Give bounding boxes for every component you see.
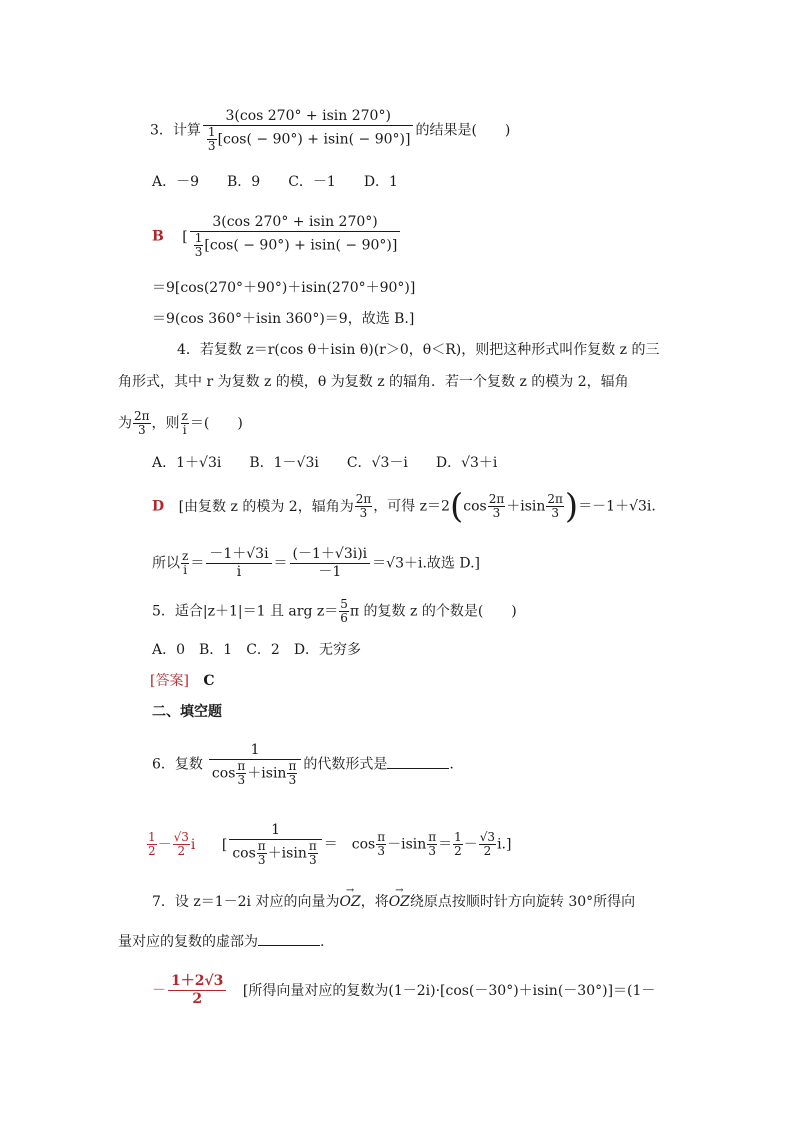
q7-ans-minus: － [152, 982, 166, 999]
q6-fraction [209, 742, 301, 787]
q4-sol2-f1-den: i [236, 564, 242, 580]
q6-period: . [449, 756, 454, 773]
q5-fraction [339, 598, 349, 625]
q6-sol-cos-three: 3 [377, 844, 385, 858]
q6-sol-cos-pi: π [377, 830, 386, 844]
q6-sol-num: 1 [229, 822, 321, 840]
q7-vector-oz: → OZ [339, 892, 360, 912]
q7-period: . [320, 934, 325, 950]
q4-sol1-isin: ＋isin [506, 498, 546, 515]
q5-answer-label: [答案] [150, 673, 189, 689]
q4-sol1-a: [由复数 z 的模为 2，辐角为 [178, 498, 354, 515]
q6-sol-den-cos-angle [257, 840, 267, 867]
q3-den-rest: [cos( − 90°) + isin( − 90°)] [217, 131, 411, 148]
q6-ans-minus: － [157, 836, 172, 853]
q5-answer-letter: C [203, 673, 215, 689]
q6-sol-root3-num: √3 [479, 830, 496, 844]
q3-sol-denominator-fraction [194, 232, 204, 259]
q6-sol-den-sin-three: 3 [308, 853, 317, 867]
q4-left-paren: ( [449, 486, 464, 527]
q3-sol-open: [ [182, 228, 188, 245]
q6-stem [152, 742, 454, 787]
q6-den-sin-three: 3 [288, 773, 297, 787]
q4-sol2-frac2 [290, 546, 371, 581]
q4-sol1-c: ＝－1＋√3i. [578, 498, 656, 515]
q5-line1-a: 5．适合|z＋1|＝1 且 arg z＝ [152, 603, 339, 620]
q6-den-sin-pi: π [288, 759, 297, 773]
q3-sol-step1: ＝9[cos(270°＋90°)＋isin(270°＋90°)] [152, 280, 416, 296]
q6-sol-sin-three: 3 [428, 844, 437, 858]
q6-ans-b-den: 2 [177, 844, 186, 858]
q3-answer-letter: B [152, 228, 164, 245]
q3-sol-den-frac-num: 1 [194, 231, 203, 245]
q4-zi-num: z [181, 409, 188, 423]
q6-sol-den-cos: cos [232, 845, 256, 862]
q4-right-paren: ) [564, 486, 579, 527]
q6-ans-a [147, 831, 157, 858]
q5-line1-b: π 的复数 z 的个数是( ) [349, 603, 517, 620]
q4-line2: 角形式，其中 r 为复数 z 的模，θ 为复数 z 的辐角．若一个复数 z 的模为 2，辐角 [118, 374, 629, 390]
q4-line1: 4．若复数 z＝r(cos θ＋isin θ)(r＞0，θ＜R)，则把这种形式叫作复数 z 的三 [177, 342, 660, 358]
q6-den-isin: ＋isin [247, 765, 287, 782]
q7-ans-fraction [168, 973, 226, 1008]
q3-sol-den-rest: [cos( − 90°) + isin( − 90°)] [204, 237, 398, 254]
q7-vector-oz-2: → OZ [389, 892, 410, 912]
q6-den [209, 760, 301, 787]
q6-solution [146, 822, 511, 867]
q6-prefix: 6．复数 [152, 756, 203, 773]
q7-line2 [118, 931, 324, 952]
q6-ans-b [173, 831, 190, 858]
q4-sol2-f2-den: －1 [318, 564, 342, 580]
q3-suffix: 的结果是( ) [415, 122, 511, 139]
q4-solution-line1 [152, 486, 656, 527]
q6-den-cos-pi: π [237, 759, 246, 773]
q6-sol-eq1: ＝ cos [323, 836, 376, 853]
q4-sol2-b: ＝√3＋i.故选 D.] [372, 555, 481, 572]
q7-sol: [所得向量对应的复数为(1－2i)·[cos(－30°)＋isin(－30°)]＝(1－ [242, 982, 656, 999]
q6-sol-end: i.] [497, 836, 512, 853]
q4-sol1-cos-angle [488, 493, 506, 520]
q7-ans-den: 2 [192, 991, 203, 1007]
q6-ans-i: i [190, 836, 196, 853]
q6-sol-den-cos-three: 3 [257, 853, 266, 867]
q7-line1-a: 7．设 z＝1－2i 对应的向量为 [152, 894, 340, 910]
q6-sol-den-sin-angle [308, 840, 318, 867]
q4-sol1-angle-num: 2π [355, 492, 372, 506]
q6-sol-eq2: ＝ [438, 836, 453, 853]
q3-stem [150, 108, 510, 153]
q4-sol2-f2-num: (－1＋√3i)i [290, 546, 371, 564]
q4-answer-letter: D [152, 498, 165, 515]
q7-line1 [152, 892, 635, 912]
q4-sol2-zi-den: i [183, 563, 188, 577]
q3-sol-denominator [190, 232, 401, 259]
q7-line2-text: 量对应的复数的虚部为 [118, 934, 258, 950]
q7-line1-c: 绕原点按顺时针方向旋转 30°所得向 [409, 894, 636, 910]
q4-line3-b: ，则 [151, 415, 180, 432]
q5-stem [152, 598, 517, 625]
q4-sol2-f1-num: －1＋√3i [206, 546, 271, 564]
q6-num: 1 [209, 742, 301, 760]
q4-sol2-a: 所以 [152, 555, 180, 572]
q4-sol1-sin-angle [546, 493, 564, 520]
q3-sol-step2: ＝9(cos 360°＋isin 360°)＝9，故选 B.] [152, 311, 415, 327]
q3-denominator-fraction [207, 126, 217, 153]
q6-sol-open: [ [221, 836, 228, 853]
q4-line3 [118, 410, 243, 437]
q3-den-frac-num: 1 [207, 125, 216, 139]
q3-options: A．－9 B．9 C．－1 D．1 [152, 174, 398, 190]
q4-sol1-angle [355, 493, 373, 520]
q4-zi-fraction [181, 410, 189, 437]
q3-solution-head [152, 214, 402, 259]
q3-numerator: 3(cos 270° + isin 270°) [203, 108, 414, 126]
q7-line1-b: ，将 [360, 894, 389, 910]
q6-den-cos-angle [236, 760, 246, 787]
q6-sol-sin-angle [427, 831, 437, 858]
q5-answer [150, 671, 215, 691]
q4-sol1-b: ，可得 z＝2 [373, 498, 450, 515]
q6-sol-fraction [229, 822, 321, 867]
q4-angle-den: 3 [137, 423, 146, 437]
q6-ans-a-den: 2 [148, 844, 156, 858]
q6-sol-den [229, 840, 321, 867]
q6-sol-minus-isin: －isin [387, 836, 427, 853]
q5-options: A．0 B．1 C．2 D．无穷多 [152, 642, 362, 658]
q3-sol-den-frac-den: 3 [194, 245, 203, 259]
q4-sol1-sin-num: 2π [547, 492, 563, 506]
q7-ans-num: 1＋2√3 [168, 973, 226, 991]
q6-ans-b-num: √3 [173, 830, 189, 844]
q6-sol-den-sin-pi: π [308, 839, 317, 853]
q3-prefix: 3．计算 [150, 122, 201, 139]
q4-sol1-cos: cos [463, 498, 487, 515]
q6-sol-root3-den: 2 [483, 844, 492, 858]
q4-sol1-sin-den: 3 [551, 506, 559, 520]
q6-suffix: 的代数形式是 [303, 756, 388, 773]
q6-sol-sin-pi: π [428, 830, 437, 844]
q3-sol-fraction [190, 214, 401, 259]
q6-den-cos-three: 3 [237, 773, 246, 787]
q6-answer-blank [387, 754, 449, 769]
q4-angle-fraction [133, 410, 151, 437]
q4-options: A．1＋√3i B．1－√3i C．√3－i D．√3＋i [152, 455, 498, 471]
q6-sol-half-den: 2 [454, 844, 462, 858]
q5-frac-den: 6 [340, 611, 348, 625]
q7-answer-blank [258, 931, 320, 946]
q4-solution-line2: 所以 $\frac{z}{i}$ ＝ $\frac{-1+√3i}{i}$ ＝ $\frac{(-1+√3i)i}{-1}$ ＝√3＋i.故选 D.] [152, 546, 481, 580]
q6-sol-minus: － [463, 836, 478, 853]
q3-fraction [203, 108, 414, 153]
q6-den-sin-angle [287, 760, 297, 787]
q6-sol-den-cos-pi: π [257, 839, 266, 853]
q4-sol1-angle-den: 3 [359, 506, 368, 520]
q6-den-cos: cos [211, 765, 236, 782]
q4-line3-a: 为 [118, 415, 132, 432]
q6-sol-root3-half [479, 831, 496, 858]
section-title: 二、填空题 [152, 704, 222, 720]
q6-sol-den-isin: ＋isin [267, 845, 307, 862]
q3-denominator [203, 126, 414, 153]
q4-sol2-zi [181, 550, 189, 577]
q6-answer [146, 830, 196, 858]
q3-sol-numerator: 3(cos 270° + isin 270°) [190, 214, 401, 232]
q6-sol-half-num: 1 [454, 830, 462, 844]
q3-den-frac-den: 3 [207, 139, 216, 153]
q5-frac-num: 5 [340, 597, 348, 611]
q4-sol1-cos-num: 2π [488, 492, 505, 506]
q6-ans-a-num: 1 [148, 830, 156, 844]
q4-sol2-zi-num: z [182, 549, 189, 563]
q7-solution [152, 973, 655, 1008]
q4-line3-c: ＝( ) [189, 415, 243, 432]
q6-sol-half [453, 831, 463, 858]
q4-sol2-frac1 [206, 546, 271, 581]
q6-sol-cos-angle [376, 831, 386, 858]
q4-angle-num: 2π [134, 409, 150, 423]
q4-zi-den: i [182, 423, 187, 437]
q4-sol1-cos-den: 3 [492, 506, 501, 520]
